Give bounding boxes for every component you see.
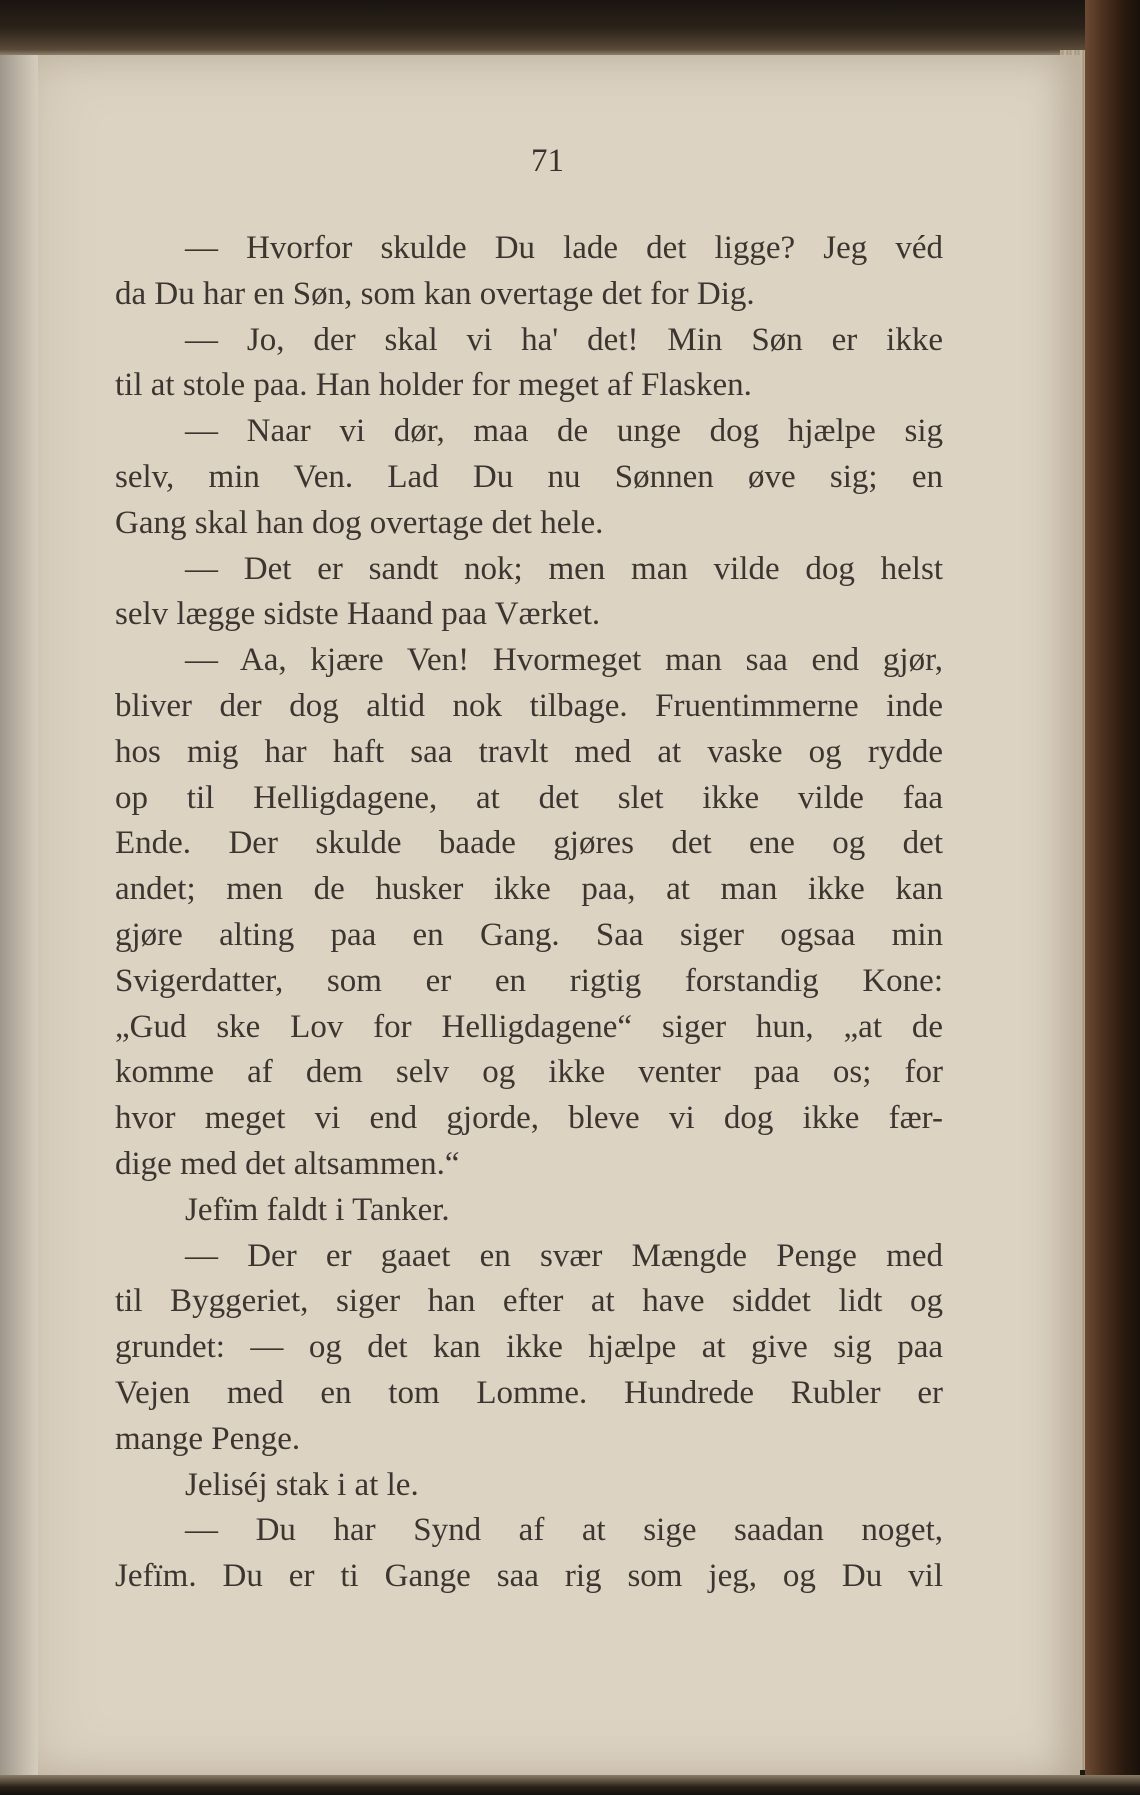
text-line: selv lægge sidste Haand paa Værket. [115, 596, 601, 633]
book-bottom-edge [0, 1775, 1140, 1795]
facing-page-edge [0, 55, 40, 1785]
text-line: grundet: — og det kan ikke hjælpe at give sig paa [115, 1329, 943, 1366]
text-line: Jeliséj stak i at le. [185, 1466, 419, 1503]
text-line: — Naar vi dør, maa de unge dog hjælpe sig [185, 413, 943, 450]
text-line: Jefïm faldt i Tanker. [185, 1191, 450, 1228]
text-line: dige med det altsammen.“ [115, 1145, 460, 1182]
text-line: Ende. Der skulde baade gjøres det ene og det [115, 825, 943, 862]
text-line: — Det er sandt nok; men man vilde dog helst [185, 550, 943, 587]
text-line: til Byggeriet, siger han efter at have siddet lidt og [115, 1283, 943, 1320]
text-line: mange Penge. [115, 1420, 301, 1457]
text-line: — Der er gaaet en svær Mængde Penge med [185, 1237, 943, 1274]
page-number: 71 [531, 143, 564, 179]
text-line: Jefïm. Du er ti Gange saa rig som jeg, og Du vil [115, 1558, 943, 1595]
text-line: selv, min Ven. Lad Du nu Sønnen øve sig; en [115, 458, 943, 495]
text-line: — Du har Synd af at sige saadan noget, [185, 1512, 943, 1549]
book-top-edge [0, 0, 1140, 62]
text-line: Vejen med en tom Lomme. Hundrede Rubler er [115, 1374, 943, 1411]
text-line: hos mig har haft saa travlt med at vaske og rydde [115, 733, 943, 770]
text-line: „Gud ske Lov for Helligdagene“ siger hun, „at de [115, 1008, 943, 1045]
text-line: andet; men de husker ikke paa, at man ikke kan [115, 871, 943, 908]
text-line: da Du har en Søn, som kan overtage det for Dig. [115, 275, 755, 312]
text-line: Gang skal han dog overtage det hele. [115, 504, 604, 541]
text-line: bliver der dog altid nok tilbage. Fruentimmerne inde [115, 687, 943, 724]
text-line: hvor meget vi end gjorde, bleve vi dog ikke fær- [115, 1100, 943, 1137]
text-line: — Hvorfor skulde Du lade det ligge? Jeg véd [185, 230, 943, 266]
text-line: gjøre alting paa en Gang. Saa siger ogsaa min [115, 916, 943, 953]
text-line: — Aa, kjære Ven! Hvormeget man saa end gjør, [185, 642, 943, 679]
text-line: — Jo, der skal vi ha' det! Min Søn er ikke [185, 321, 943, 358]
text-line: komme af dem selv og ikke venter paa os; for [115, 1054, 943, 1091]
text-line: op til Helligdagene, at det slet ikke vilde faa [115, 779, 943, 816]
text-line: Svigerdatter, som er en rigtig forstandig Kone: [115, 962, 943, 999]
text-line: til at stole paa. Han holder for meget af Flasken. [115, 367, 752, 404]
body-text [115, 226, 943, 1600]
book-cover-edge [1085, 0, 1140, 1795]
